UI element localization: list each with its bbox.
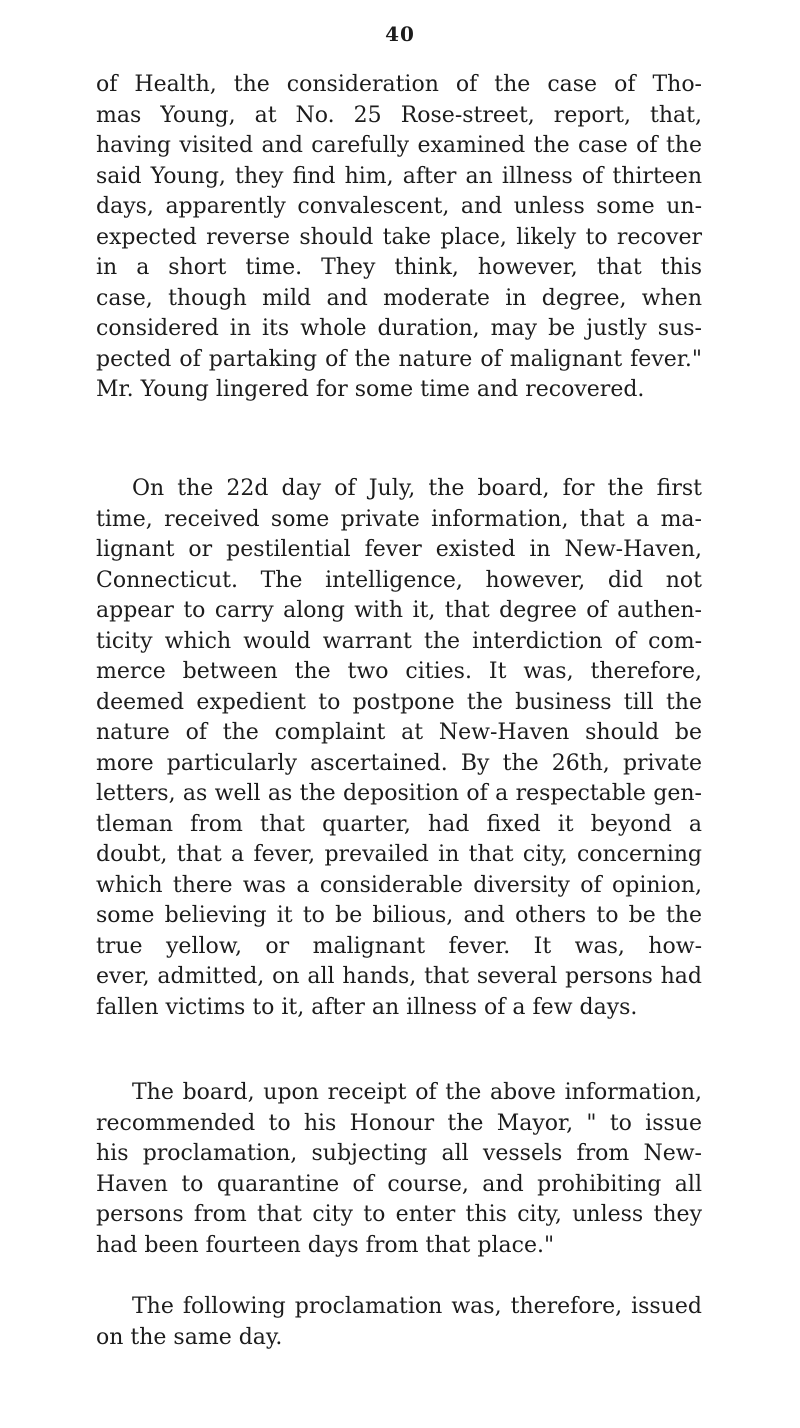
text-line: considered in its whole duration, may be justly sus- <box>96 316 702 341</box>
text-line: letters, as well as the deposition of a respectable gen- <box>96 781 702 806</box>
text-line: The following proclamation was, therefore, issued <box>132 1294 702 1319</box>
paragraph-proclamation-intro <box>96 1292 702 1353</box>
text-line: merce between the two cities. It was, therefore, <box>96 659 702 684</box>
text-line: said Young, they find him, after an illness of thirteen <box>96 163 702 189</box>
text-line: doubt, that a fever, prevailed in that city, concerning <box>96 842 702 867</box>
text-line: mas Young, at No. 25 Rose-street, report, that, <box>96 102 702 128</box>
text-line: time, received some private information, that a ma- <box>96 506 702 532</box>
text-line: Haven to quarantine of course, and prohibiting all <box>96 1171 702 1197</box>
paragraph-board-recommendation <box>96 1078 702 1261</box>
text-line: which there was a considerable diversity of opinion, <box>96 872 702 898</box>
text-line: some believing it to be bilious, and others to be the <box>96 903 702 928</box>
text-line: persons from that city to enter this city, unless they <box>96 1202 702 1227</box>
text-line: ticity which would warrant the interdiction of com- <box>96 628 702 654</box>
text-line: pected of partaking of the nature of malignant fever." <box>96 346 702 372</box>
text-line: having visited and carefully examined the case of the <box>96 133 702 158</box>
text-line: in a short time. They think, however, that this <box>96 255 702 280</box>
text-line: his proclamation, subjecting all vessels from New- <box>96 1141 702 1166</box>
text-line: ever, admitted, on all hands, that several persons had <box>96 964 702 989</box>
text-line: had been fourteen days from that place." <box>96 1232 555 1258</box>
text-line: appear to carry along with it, that degree of authen- <box>96 598 702 623</box>
paragraph-health-report <box>96 70 702 406</box>
page-number: 40 <box>385 22 415 46</box>
text-line: case, though mild and moderate in degree, when <box>96 285 702 311</box>
paragraph-new-haven-fever <box>96 474 702 1023</box>
text-line: nature of the complaint at New-Haven should be <box>96 720 702 745</box>
text-line: tleman from that quarter, had fixed it beyond a <box>96 811 702 837</box>
text-line: On the 22d day of July, the board, for the first <box>132 476 702 501</box>
text-line: of Health, the consideration of the case of Tho- <box>96 72 702 97</box>
text-line: days, apparently convalescent, and unless some un- <box>96 194 702 219</box>
text-line: true yellow, or malignant fever. It was, how- <box>96 933 702 959</box>
text-line: The board, upon receipt of the above information, <box>132 1080 702 1105</box>
text-line: Mr. Young lingered for some time and recovered. <box>96 377 645 402</box>
text-line: Connecticut. The intelligence, however, did not <box>96 567 702 593</box>
text-line: on the same day. <box>96 1324 283 1350</box>
text-line: lignant or pestilential fever existed in New-Haven, <box>96 537 702 562</box>
text-line: deemed expedient to postpone the business till the <box>96 689 702 715</box>
text-line: expected reverse should take place, likely to recover <box>96 224 702 250</box>
text-line: fallen victims to it, after an illness of a few days. <box>96 994 638 1020</box>
text-line: more particularly ascertained. By the 26th, private <box>96 750 702 776</box>
text-line: recommended to his Honour the Mayor, " to issue <box>96 1110 702 1136</box>
